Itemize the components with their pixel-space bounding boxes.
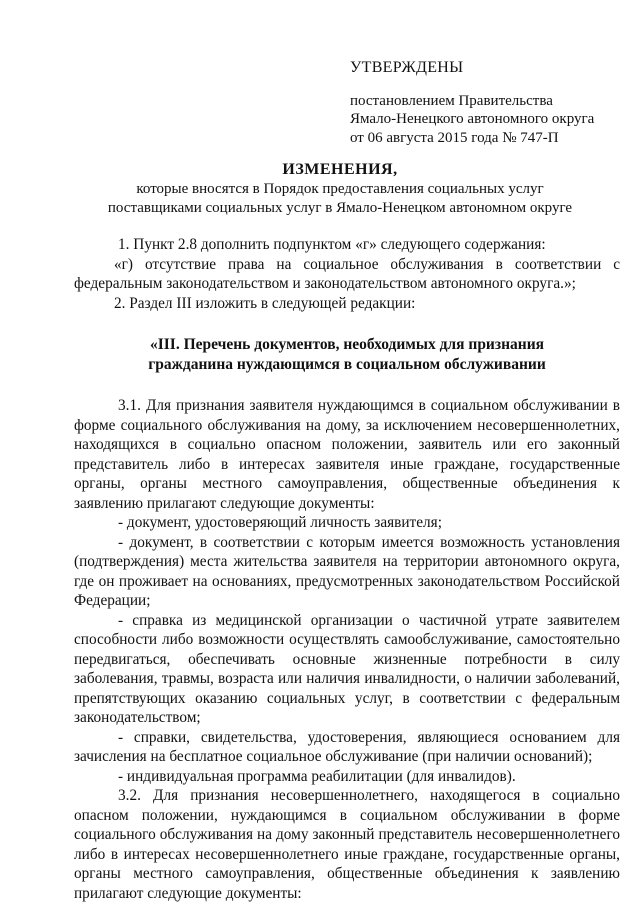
section-heading (74, 335, 620, 374)
list-item: - справка из медицинской организации о частичной утрате заявителем способности либо возможности осуществлять самообслуживание, самостоятельно передвигаться, обеспечивать основные жизненные потребности в силу заболевания, травмы, возраста или наличия инвалидности, о наличии заболеваний, препятствующих оказанию социальных услуг, в соответствии с федеральным законодательством; (74, 611, 620, 726)
section-heading-line: гражданина нуждающимся в социальном обслуживании (148, 355, 546, 373)
list-item: - документ, удостоверяющий личность заявителя; (118, 514, 442, 531)
amendment-item-2: 2. Раздел III изложить в следующей редакции: (114, 294, 416, 312)
approval-heading: УТВЕРЖДЕНЫ (350, 59, 464, 76)
list-item: - справки, свидетельства, удостоверения, являющиеся основанием для зачисления на бесплатное социальное обслуживание (при наличии оснований); (74, 728, 620, 765)
paragraph-3-1: 3.1. Для признания заявителя нуждающимся в социальном обслуживании в форме социального обслуживания на дому, за исключением несовершеннолетних, находящихся в социально опасном положении, заявитель или его законный представитель либо в интересах заявителя иные граждане, государственные органы, органы местного самоуправления, общественные объединения к заявлению прилагают следующие документы: (74, 397, 620, 512)
document-title: ИЗМЕНЕНИЯ, (282, 161, 398, 178)
paragraph-3-2: 3.2. Для признания несовершеннолетнего, находящегося в социально опасном положении, нуждающимся в социальном обслуживании в форме социального обслуживания на дому законный представитель несовершеннолетнего либо в интересах несовершеннолетнего иные граждане, государственные органы, органы местного самоуправления, общественные объединения к заявлению прилагают следующие документы: (74, 787, 620, 902)
approval-line: постановлением Правительства (350, 92, 553, 109)
document-body (74, 235, 620, 903)
amendment-item-1: 1. Пункт 2.8 дополнить подпунктом «г» следующего содержания: (118, 236, 546, 253)
document-subtitle-line: поставщиками социальных услуг в Ямало-Ненецком автономном округе (107, 200, 573, 216)
document-title-block (60, 160, 620, 218)
document-subtitle-line: которые вносятся в Порядок предоставления социальных услуг (136, 181, 544, 197)
list-item: - документ, в соответствии с которым имеется возможность установления (подтверждения) места жительства заявителя на территории автономного округа, где он проживает на основаниях, предусмотренных законодательством Российской Федерации; (74, 533, 620, 609)
approval-line: от 06 августа 2015 года № 747-П (350, 129, 559, 146)
section-heading-line: «III. Перечень документов, необходимых для признания (149, 336, 545, 353)
approval-stamp (350, 58, 620, 147)
amendment-item-1-text: «г) отсутствие права на социальное обслуживания в соответствии с федеральным законодательством и законодательством автономного округа.»; (74, 255, 620, 292)
list-item: - индивидуальная программа реабилитации (для инвалидов). (118, 767, 516, 785)
approval-line: Ямало-Ненецкого автономного округа (350, 111, 595, 127)
